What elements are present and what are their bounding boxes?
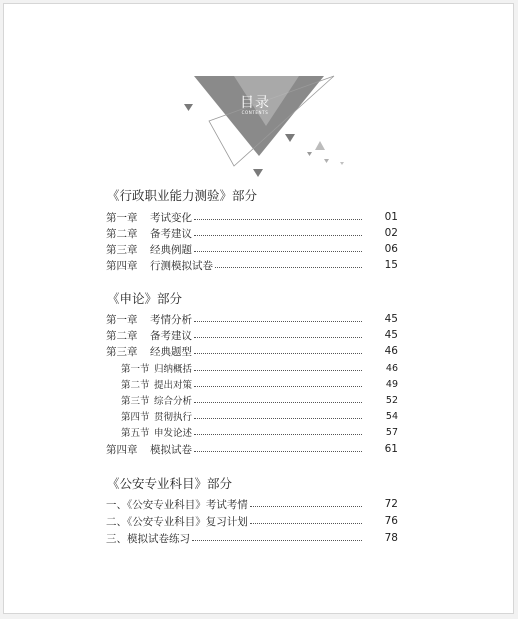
section-number: 第五节	[121, 428, 150, 439]
contents-subtitle: CONTENTS	[241, 110, 269, 115]
toc-entry[interactable]	[106, 327, 398, 343]
dot-leader	[215, 267, 362, 268]
page-number: 01	[384, 211, 398, 223]
page-number: 06	[384, 243, 398, 255]
contents-title: 目录	[240, 95, 270, 111]
toc-entry[interactable]	[106, 225, 398, 241]
chapter-title: 经典例题	[150, 243, 192, 256]
page-number: 52	[385, 394, 398, 406]
toc-entry[interactable]	[106, 311, 398, 327]
dot-leader	[194, 235, 362, 236]
tiny-triangle-b	[307, 152, 312, 156]
chapter-number: 第三章	[106, 345, 138, 358]
chapter-title: 考试变化	[150, 211, 192, 224]
section-title: 提出对策	[154, 380, 193, 391]
dot-leader	[194, 418, 362, 419]
header-triangle-graphic	[174, 66, 354, 186]
section-number: 第一节	[121, 364, 150, 375]
toc-entry[interactable]	[106, 496, 398, 512]
chapter-title: 经典题型	[150, 345, 192, 358]
section-number: 第二节	[121, 380, 150, 391]
tiny-triangle-a	[315, 141, 325, 150]
section-title: 贯彻执行	[154, 412, 193, 423]
toc-subentry[interactable]	[121, 424, 398, 440]
page-number: 61	[384, 443, 398, 455]
section-title: 综合分析	[154, 396, 193, 407]
small-triangle-right	[285, 134, 295, 142]
page-number: 46	[385, 362, 398, 374]
item-title: 三、模拟试卷练习	[106, 532, 190, 545]
page-number: 45	[384, 313, 398, 325]
section-number: 第三节	[121, 396, 150, 407]
document-page	[3, 3, 514, 614]
section-title-shenlun: 《申论》部分	[107, 291, 183, 306]
toc-entry[interactable]	[106, 513, 398, 529]
dot-leader	[194, 451, 362, 452]
small-triangle-left	[184, 104, 193, 111]
tiny-triangle-c	[324, 159, 329, 163]
item-title: 一、《公安专业科目》考试考情	[106, 498, 248, 511]
chapter-number: 第四章	[106, 443, 138, 456]
chapter-number: 第二章	[106, 227, 138, 240]
section-title: 申发论述	[154, 428, 193, 439]
toc-entry[interactable]	[106, 441, 398, 457]
chapter-title: 行测模拟试卷	[150, 259, 213, 272]
dot-leader	[194, 321, 362, 322]
toc-entry[interactable]	[106, 257, 398, 273]
toc-subentry[interactable]	[121, 360, 398, 376]
toc-entry[interactable]	[106, 343, 398, 359]
page-number: 78	[384, 532, 398, 544]
dot-leader	[194, 337, 362, 338]
dot-leader	[250, 506, 362, 507]
toc-subentry[interactable]	[121, 392, 398, 408]
chapter-number: 第四章	[106, 259, 138, 272]
page-number: 57	[385, 426, 398, 438]
chapter-title: 备考建议	[150, 329, 192, 342]
dot-leader	[194, 353, 362, 354]
section-number: 第四节	[121, 412, 150, 423]
chapter-number: 第三章	[106, 243, 138, 256]
item-title: 二、《公安专业科目》复习计划	[106, 515, 248, 528]
dot-leader	[194, 386, 362, 387]
chapter-number: 第二章	[106, 329, 138, 342]
dot-leader	[194, 251, 362, 252]
dot-leader	[194, 219, 362, 220]
section-title-gongan: 《公安专业科目》部分	[107, 476, 233, 491]
toc-entry[interactable]	[106, 209, 398, 225]
dot-leader	[250, 523, 362, 524]
dot-leader	[194, 434, 362, 435]
toc-entry[interactable]	[106, 241, 398, 257]
dot-leader	[194, 370, 362, 371]
tiny-triangle-d	[340, 162, 344, 165]
page-number: 46	[384, 345, 398, 357]
page-number: 02	[384, 227, 398, 239]
section-title: 归纳概括	[154, 364, 193, 375]
page-number: 76	[384, 515, 398, 527]
page-number: 72	[384, 498, 398, 510]
chapter-title: 考情分析	[150, 313, 192, 326]
toc-subentry[interactable]	[121, 408, 398, 424]
page-number: 54	[385, 410, 398, 422]
page-number: 15	[384, 259, 398, 271]
chapter-number: 第一章	[106, 313, 138, 326]
page-number: 45	[384, 329, 398, 341]
section-title-xingce: 《行政职业能力测验》部分	[107, 188, 258, 203]
toc-entry[interactable]	[106, 530, 398, 546]
dot-leader	[192, 540, 362, 541]
chapter-number: 第一章	[106, 211, 138, 224]
dot-leader	[194, 402, 362, 403]
small-triangle-bottom	[253, 169, 263, 177]
page-number: 49	[385, 378, 398, 390]
chapter-title: 模拟试卷	[150, 443, 192, 456]
toc-subentry[interactable]	[121, 376, 398, 392]
chapter-title: 备考建议	[150, 227, 192, 240]
